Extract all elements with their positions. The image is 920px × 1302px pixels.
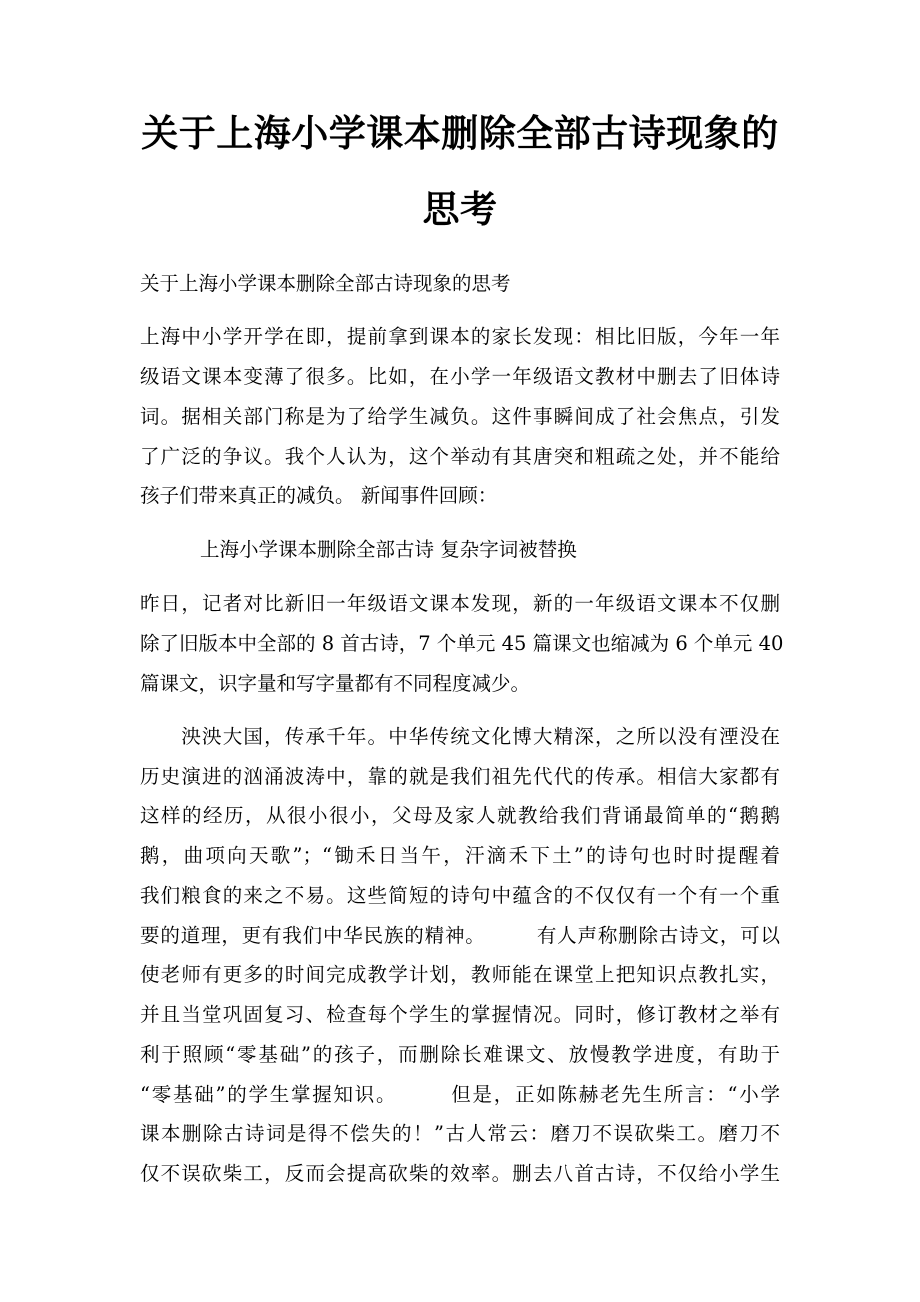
- paragraph-line: 要的道理，更有我们中华民族的精神。 有人声称删除古诗文，可以: [140, 924, 780, 947]
- paragraph-line: 课本删除古诗词是得不偿失的！”古人常云：磨刀不误砍柴工。磨刀不: [140, 1122, 780, 1145]
- paragraph-line: 并且当堂巩固复习、检查每个学生的掌握情况。同时，修订教材之举有: [140, 1003, 780, 1026]
- paragraph-line: 上海中小学开学在即，提前拿到课本的家长发现：相比旧版，今年一年: [140, 325, 780, 348]
- paragraph-line: 鹅，曲项向天歌”；“锄禾日当午，汗滴禾下土”的诗句也时时提醒着: [140, 844, 780, 867]
- document-subtitle: 关于上海小学课本删除全部古诗现象的思考: [140, 272, 511, 295]
- paragraph-line: 级语文课本变薄了很多。比如，在小学一年级语文教材中删去了旧体诗: [140, 365, 780, 388]
- paragraph-line: 仅不误砍柴工，反而会提高砍柴的效率。删去八首古诗，不仅给小学生: [140, 1162, 780, 1185]
- paragraph-line: 泱泱大国，传承千年。中华传统文化博大精深，之所以没有湮没在: [140, 725, 780, 748]
- document-title-line-2: 思考: [422, 188, 498, 231]
- news-heading: 上海小学课本删除全部古诗 复杂字词被替换: [200, 538, 577, 561]
- paragraph-line: 利于照顾“零基础”的孩子，而删除长难课文、放慢教学进度，有助于: [140, 1043, 780, 1066]
- paragraph-line: 词。据相关部门称是为了给学生减负。这件事瞬间成了社会焦点，引发: [140, 405, 780, 428]
- paragraph-line: 孩子们带来真正的减负。 新闻事件回顾：: [140, 484, 498, 507]
- paragraph-line: 我们粮食的来之不易。这些简短的诗句中蕴含的不仅仅有一个有一个重: [140, 884, 780, 907]
- paragraph-line: 使老师有更多的时间完成教学计划，教师能在课堂上把知识点教扎实，: [140, 963, 780, 986]
- paragraph-line: “零基础”的学生掌握知识。 但是，正如陈赫老先生所言：“小学: [140, 1083, 780, 1106]
- paragraph-line: 昨日，记者对比新旧一年级语文课本发现，新的一年级语文课本不仅删: [140, 592, 780, 615]
- paragraph-line: 了广泛的争议。我个人认为，这个举动有其唐突和粗疏之处，并不能给: [140, 445, 780, 468]
- document-title-line-1: 关于上海小学课本删除全部古诗现象的: [141, 112, 779, 155]
- paragraph-line: 篇课文，识字量和写字量都有不同程度减少。: [140, 672, 531, 695]
- paragraph-line: 除了旧版本中全部的 8 首古诗，7 个单元 45 篇课文也缩减为 6 个单元 40: [140, 632, 784, 655]
- paragraph-line: 历史演进的汹涌波涛中，靠的就是我们祖先代代的传承。相信大家都有: [140, 765, 780, 788]
- paragraph-line: 这样的经历，从很小很小，父母及家人就教给我们背诵最简单的“鹅鹅: [140, 804, 780, 827]
